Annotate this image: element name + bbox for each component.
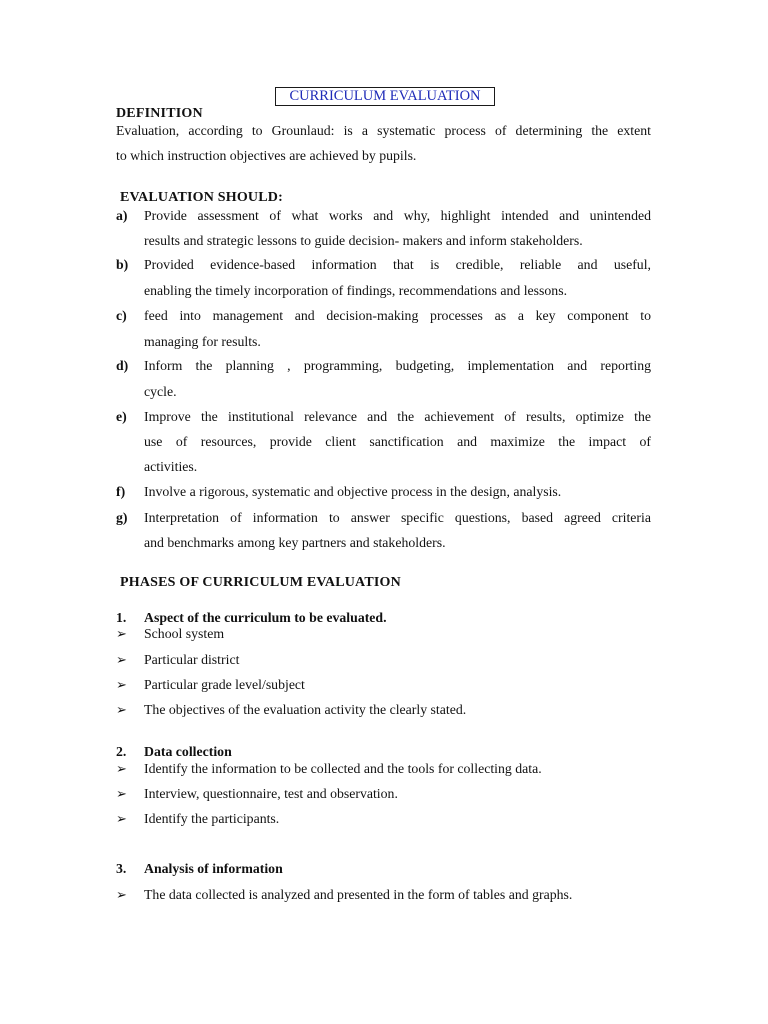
item-a-line-1: Provide assessment of what works and why, highlight intended and unintended (144, 208, 651, 223)
page-title: CURRICULUM EVALUATION (275, 87, 495, 106)
phase-1-bullet-4: The objectives of the evaluation activity the clearly stated. (144, 702, 467, 717)
item-d-line-2: cycle. (144, 384, 177, 399)
arrow-bullet-icon: ➢ (116, 678, 127, 693)
phase-1-bullet-2: Particular district (144, 652, 240, 667)
item-e-line-2: use of resources, provide client sanctification and maximize the impact of (144, 434, 651, 449)
item-b-line-1: Provided evidence-based information that is credible, reliable and useful, (144, 257, 651, 272)
phase-3-bullet-1: The data collected is analyzed and presented in the form of tables and graphs. (144, 887, 573, 902)
phase-3-title: Analysis of information (144, 861, 283, 876)
item-label-a: a) (116, 208, 128, 223)
phase-2-bullet-2: Interview, questionnaire, test and observation. (144, 786, 398, 801)
item-a-line-2: results and strategic lessons to guide decision- makers and inform stakeholders. (144, 233, 583, 248)
arrow-bullet-icon: ➢ (116, 703, 127, 718)
item-label-d: d) (116, 358, 129, 373)
arrow-bullet-icon: ➢ (116, 762, 127, 777)
item-label-c: c) (116, 308, 127, 323)
item-label-g: g) (116, 510, 128, 525)
item-d-line-1: Inform the planning , programming, budgeting, implementation and reporting (144, 358, 651, 373)
item-b-line-2: enabling the timely incorporation of findings, recommendations and lessons. (144, 283, 568, 298)
arrow-bullet-icon: ➢ (116, 812, 127, 827)
arrow-bullet-icon: ➢ (116, 888, 127, 903)
definition-line-2: to which instruction objectives are achieved by pupils. (116, 148, 417, 163)
definition-line-1: Evaluation, according to Grounlaud: is a systematic process of determining the extent (116, 123, 651, 138)
phase-3-number: 3. (116, 861, 127, 876)
item-c-line-2: managing for results. (144, 334, 261, 349)
arrow-bullet-icon: ➢ (116, 787, 127, 802)
item-c-line-1: feed into management and decision-making processes as a key component to (144, 308, 651, 323)
item-e-line-3: activities. (144, 459, 198, 474)
phase-2-number: 2. (116, 744, 127, 759)
phase-2-title: Data collection (144, 744, 232, 759)
item-label-e: e) (116, 409, 127, 424)
arrow-bullet-icon: ➢ (116, 653, 127, 668)
phase-1-number: 1. (116, 610, 127, 625)
item-label-f: f) (116, 484, 126, 499)
evaluation-should-heading: EVALUATION SHOULD: (120, 190, 283, 205)
item-f-line-1: Involve a rigorous, systematic and objective process in the design, analysis. (144, 484, 562, 499)
definition-heading: DEFINITION (116, 106, 203, 121)
phase-2-bullet-1: Identify the information to be collected and the tools for collecting data. (144, 761, 542, 776)
phase-1-title: Aspect of the curriculum to be evaluated. (144, 610, 387, 625)
phases-heading: PHASES OF CURRICULUM EVALUATION (120, 575, 401, 590)
phase-1-bullet-3: Particular grade level/subject (144, 677, 305, 692)
arrow-bullet-icon: ➢ (116, 627, 127, 642)
phase-2-bullet-3: Identify the participants. (144, 811, 280, 826)
phase-1-bullet-1: School system (144, 626, 225, 641)
item-g-line-2: and benchmarks among key partners and stakeholders. (144, 535, 446, 550)
item-label-b: b) (116, 257, 129, 272)
item-g-line-1: Interpretation of information to answer specific questions, based agreed criteria (144, 510, 651, 525)
item-e-line-1: Improve the institutional relevance and the achievement of results, optimize the (144, 409, 651, 424)
